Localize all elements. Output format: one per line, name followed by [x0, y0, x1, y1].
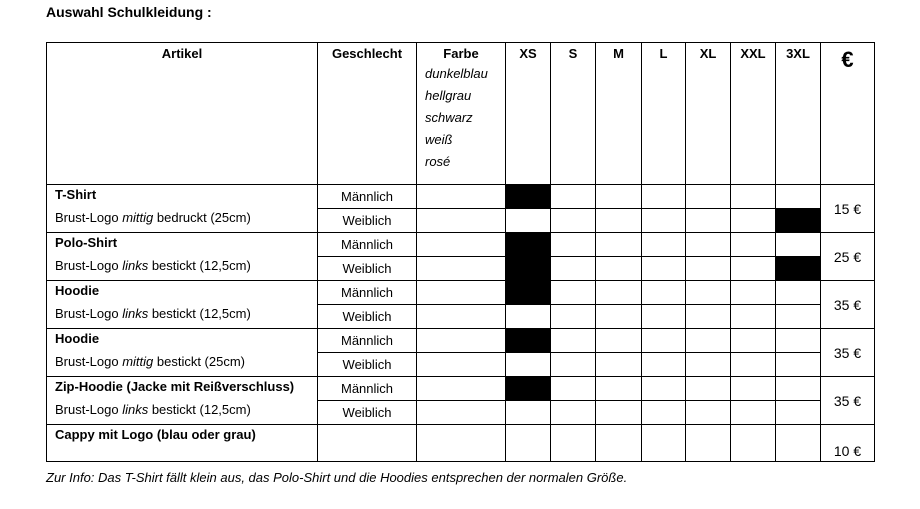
gender-cell: Weiblich: [318, 209, 417, 233]
size-cell-xl: [686, 233, 731, 257]
size-cell-m: [596, 377, 642, 401]
size-cell-s: [551, 329, 596, 353]
school-clothing-table: [46, 42, 875, 462]
gender-cell: Männlich: [318, 233, 417, 257]
size-cell-l: [642, 281, 686, 305]
color-cell: [417, 329, 506, 353]
header-artikel: Artikel: [47, 43, 318, 185]
empty-cell: [642, 425, 686, 462]
size-cell-3xl: [776, 353, 821, 377]
article-name: Cappy mit Logo (blau oder grau): [55, 427, 256, 442]
article-cell: [47, 233, 318, 281]
table-row: [47, 377, 875, 401]
header-farbe: [417, 43, 506, 185]
table-row: [47, 425, 875, 462]
description-text: bestickt (25cm): [153, 354, 246, 369]
header-size-m: M: [596, 43, 642, 185]
size-cell-xl: [686, 209, 731, 233]
color-cell: [417, 257, 506, 281]
article-description: [55, 402, 317, 417]
article-name: Hoodie: [55, 331, 100, 346]
info-note: Zur Info: Das T-Shirt fällt klein aus, das Polo-Shirt und die Hoodies entsprechen der normalen Größe.: [46, 470, 628, 485]
description-text: Brust-Logo: [55, 354, 123, 369]
description-text: bestickt (12,5cm): [148, 306, 251, 321]
price-cell: 35 €: [821, 281, 875, 329]
header-size-s: S: [551, 43, 596, 185]
size-cell-s: [551, 185, 596, 209]
article-description: [55, 210, 317, 225]
table-row: [47, 233, 875, 257]
description-text: Brust-Logo: [55, 258, 123, 273]
gender-cell: Weiblich: [318, 353, 417, 377]
size-cell-l: [642, 353, 686, 377]
description-text: bestickt (12,5cm): [148, 402, 251, 417]
header-size-3xl: 3XL: [776, 43, 821, 185]
color-cell: [417, 305, 506, 329]
header-size-xxl: XXL: [731, 43, 776, 185]
size-cell-xl: [686, 377, 731, 401]
price-cell: 10 €: [821, 425, 875, 462]
gender-cell: Männlich: [318, 377, 417, 401]
size-cell-xs: [506, 305, 551, 329]
article-cell: [47, 377, 318, 425]
size-cell-s: [551, 209, 596, 233]
color-list: [417, 63, 505, 173]
description-text: bedruckt (25cm): [153, 210, 251, 225]
color-option: rosé: [425, 154, 451, 169]
size-cell-xxl: [731, 305, 776, 329]
size-unavailable-xs: [506, 185, 551, 209]
logo-position: links: [122, 402, 149, 417]
size-cell-l: [642, 401, 686, 425]
article-description: [55, 258, 317, 273]
size-cell-s: [551, 257, 596, 281]
color-option: schwarz: [425, 110, 473, 125]
article-name: Hoodie: [55, 283, 100, 298]
size-cell-l: [642, 257, 686, 281]
size-cell-3xl: [776, 233, 821, 257]
table-row: [47, 185, 875, 209]
color-cell: [417, 233, 506, 257]
size-cell-xxl: [731, 401, 776, 425]
color-option: hellgrau: [425, 88, 472, 103]
size-cell-s: [551, 305, 596, 329]
header-size-xs: XS: [506, 43, 551, 185]
size-cell-l: [642, 233, 686, 257]
size-cell-s: [551, 353, 596, 377]
gender-cell: Weiblich: [318, 257, 417, 281]
logo-position: mittig: [122, 210, 154, 225]
size-cell-m: [596, 329, 642, 353]
article-cell: [47, 329, 318, 377]
size-cell-xs: [506, 401, 551, 425]
size-cell-m: [596, 185, 642, 209]
description-text: bestickt (12,5cm): [148, 258, 251, 273]
article-cell: [47, 281, 318, 329]
size-cell-xs: [506, 353, 551, 377]
price-cell: 25 €: [821, 233, 875, 281]
article-cell: [47, 425, 318, 462]
article-description: [55, 306, 317, 321]
table-row: [47, 329, 875, 353]
size-cell-m: [596, 401, 642, 425]
empty-cell: [551, 425, 596, 462]
size-cell-l: [642, 305, 686, 329]
price-cell: 15 €: [821, 185, 875, 233]
size-cell-xxl: [731, 353, 776, 377]
header-size-l: L: [642, 43, 686, 185]
size-cell-xxl: [731, 209, 776, 233]
size-cell-m: [596, 305, 642, 329]
size-cell-3xl: [776, 305, 821, 329]
header-size-xl: XL: [686, 43, 731, 185]
size-cell-s: [551, 233, 596, 257]
header-price: €: [821, 43, 875, 185]
size-cell-m: [596, 353, 642, 377]
color-cell: [417, 377, 506, 401]
size-cell-xl: [686, 305, 731, 329]
size-cell-xxl: [731, 257, 776, 281]
size-cell-xxl: [731, 185, 776, 209]
size-unavailable-xs: [506, 329, 551, 353]
size-cell-xl: [686, 281, 731, 305]
gender-cell: Weiblich: [318, 401, 417, 425]
empty-cell: [686, 425, 731, 462]
empty-cell: [731, 425, 776, 462]
size-cell-m: [596, 209, 642, 233]
size-unavailable-xs: [506, 377, 551, 401]
size-cell-xl: [686, 401, 731, 425]
header-row: [47, 43, 875, 185]
size-cell-3xl: [776, 185, 821, 209]
article-description: [55, 354, 317, 369]
size-cell-s: [551, 377, 596, 401]
gender-cell: Männlich: [318, 329, 417, 353]
table-row: [47, 281, 875, 305]
size-cell-3xl: [776, 281, 821, 305]
size-unavailable-xs: [506, 257, 551, 281]
size-cell-xxl: [731, 329, 776, 353]
empty-cell: [417, 425, 506, 462]
size-cell-m: [596, 257, 642, 281]
logo-position: links: [122, 258, 149, 273]
color-cell: [417, 185, 506, 209]
color-option: dunkelblau: [425, 66, 488, 81]
description-text: Brust-Logo: [55, 210, 123, 225]
color-cell: [417, 209, 506, 233]
page-title: Auswahl Schulkleidung :: [46, 4, 212, 20]
description-text: Brust-Logo: [55, 402, 123, 417]
table-body: [47, 185, 875, 462]
gender-cell: Weiblich: [318, 305, 417, 329]
size-cell-xl: [686, 329, 731, 353]
article-name: Zip-Hoodie (Jacke mit Reißverschluss): [55, 379, 295, 394]
header-geschlecht: Geschlecht: [318, 43, 417, 185]
size-cell-xxl: [731, 281, 776, 305]
color-option: weiß: [425, 132, 453, 147]
size-cell-xl: [686, 353, 731, 377]
size-cell-l: [642, 209, 686, 233]
gender-cell: Männlich: [318, 185, 417, 209]
color-cell: [417, 281, 506, 305]
size-cell-3xl: [776, 401, 821, 425]
color-cell: [417, 353, 506, 377]
size-unavailable-xs: [506, 281, 551, 305]
empty-cell: [318, 425, 417, 462]
size-cell-l: [642, 329, 686, 353]
size-cell-m: [596, 281, 642, 305]
size-unavailable-3xl: [776, 209, 821, 233]
empty-cell: [596, 425, 642, 462]
price-cell: 35 €: [821, 377, 875, 425]
size-cell-s: [551, 281, 596, 305]
size-unavailable-xs: [506, 233, 551, 257]
size-cell-3xl: [776, 329, 821, 353]
size-cell-xxl: [731, 377, 776, 401]
article-name: T-Shirt: [55, 187, 97, 202]
color-cell: [417, 401, 506, 425]
size-cell-l: [642, 185, 686, 209]
size-cell-s: [551, 401, 596, 425]
empty-cell: [776, 425, 821, 462]
article-cell: [47, 185, 318, 233]
size-cell-3xl: [776, 377, 821, 401]
header-farbe-label: Farbe: [443, 46, 479, 61]
size-cell-m: [596, 233, 642, 257]
article-name: Polo-Shirt: [55, 235, 118, 250]
size-cell-xxl: [731, 233, 776, 257]
size-cell-xs: [506, 209, 551, 233]
logo-position: mittig: [122, 354, 154, 369]
size-cell-xl: [686, 185, 731, 209]
empty-cell: [506, 425, 551, 462]
logo-position: links: [122, 306, 149, 321]
size-unavailable-3xl: [776, 257, 821, 281]
size-cell-l: [642, 377, 686, 401]
gender-cell: Männlich: [318, 281, 417, 305]
size-cell-xl: [686, 257, 731, 281]
description-text: Brust-Logo: [55, 306, 123, 321]
price-cell: 35 €: [821, 329, 875, 377]
